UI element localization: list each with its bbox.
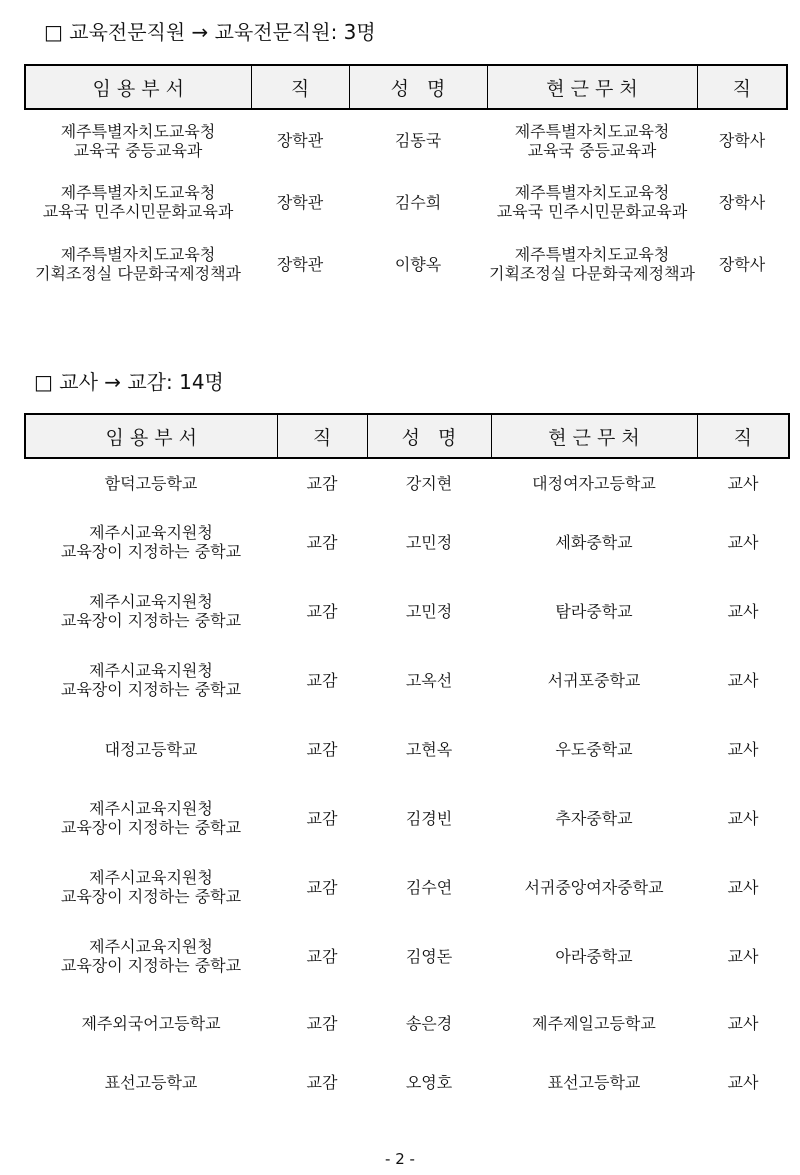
cell-dept: 제주외국어고등학교 <box>81 1013 221 1033</box>
cell-dept: 함덕고등학교 <box>104 474 198 493</box>
header-position: 직 <box>277 414 367 458</box>
cell-current-workplace: 탐라중학교 <box>555 601 633 621</box>
table-row <box>25 990 789 1056</box>
cell-dept: 제주시교육지원청 교육장이 지정하는 중학교 <box>60 661 242 699</box>
cell-current-workplace: 서귀포중학교 <box>547 670 641 690</box>
cell-position: 장학관 <box>276 254 324 274</box>
cell-current-position: 교사 <box>727 877 759 897</box>
header-position: 직 <box>251 65 349 109</box>
cell-current-workplace: 아라중학교 <box>555 946 633 966</box>
cell-position: 교감 <box>306 601 338 621</box>
cell-current-workplace: 제주특별자치도교육청 교육국 중등교육과 <box>514 121 670 160</box>
table-row <box>25 171 787 233</box>
cell-current-workplace: 제주제일고등학교 <box>532 1013 656 1033</box>
table-header-row <box>25 414 789 458</box>
cell-name: 고옥선 <box>405 670 453 690</box>
cell-dept: 제주특별자치도교육청 교육국 민주시민문화교육과 <box>42 183 234 221</box>
table-row <box>25 576 789 646</box>
specialist-table <box>24 64 788 295</box>
cell-name: 김수연 <box>405 877 453 897</box>
cell-position: 교감 <box>306 474 338 493</box>
cell-current-position: 교사 <box>727 670 759 690</box>
table-row <box>25 458 789 508</box>
cell-current-position: 장학사 <box>718 192 766 212</box>
cell-name: 강지현 <box>405 474 453 493</box>
cell-dept: 제주특별자치도교육청 교육국 중등교육과 <box>60 121 216 160</box>
cell-name: 김영돈 <box>405 946 453 966</box>
table-row <box>25 508 789 576</box>
cell-name: 고현옥 <box>405 739 453 759</box>
header-name: 성 명 <box>367 414 491 458</box>
header-current-position: 직 <box>697 65 787 109</box>
cell-current-position: 교사 <box>727 739 759 759</box>
table-row <box>25 922 789 990</box>
section-title-specialist: □ 교육전문직원 → 교육전문직원: 3명 <box>44 20 376 44</box>
section-title-teacher: □ 교사 → 교감: 14명 <box>34 370 224 394</box>
cell-current-workplace: 대정여자고등학교 <box>532 474 656 493</box>
cell-position: 교감 <box>306 1072 338 1092</box>
cell-name: 김동국 <box>394 131 442 150</box>
cell-current-workplace: 서귀중앙여자중학교 <box>524 877 664 897</box>
cell-dept: 제주시교육지원청 교육장이 지정하는 중학교 <box>60 937 242 975</box>
cell-dept: 제주시교육지원청 교육장이 지정하는 중학교 <box>60 868 242 906</box>
header-dept: 임 용 부 서 <box>25 65 251 109</box>
cell-name: 고민정 <box>405 532 453 552</box>
cell-current-position: 교사 <box>727 1013 759 1033</box>
cell-name: 김수희 <box>394 192 442 212</box>
cell-position: 교감 <box>306 877 338 897</box>
cell-position: 교감 <box>306 739 338 759</box>
cell-current-workplace: 표선고등학교 <box>547 1072 641 1092</box>
cell-current-position: 교사 <box>727 808 759 828</box>
header-name: 성 명 <box>349 65 487 109</box>
table-row <box>25 233 787 295</box>
cell-dept: 제주시교육지원청 교육장이 지정하는 중학교 <box>60 523 242 561</box>
cell-position: 교감 <box>306 532 338 552</box>
header-current-workplace: 현 근 무 처 <box>487 65 697 109</box>
cell-position: 교감 <box>306 670 338 690</box>
table-row <box>25 109 787 171</box>
cell-dept: 제주시교육지원청 교육장이 지정하는 중학교 <box>60 592 242 630</box>
teacher-table <box>24 413 790 1108</box>
cell-dept: 대정고등학교 <box>104 739 198 759</box>
cell-current-position: 교사 <box>727 601 759 621</box>
header-dept: 임 용 부 서 <box>25 414 277 458</box>
cell-dept: 제주특별자치도교육청 기획조정실 다문화국제정책과 <box>34 245 241 283</box>
cell-name: 이향옥 <box>394 254 442 274</box>
page-number: - 2 - <box>385 1150 415 1168</box>
cell-position: 교감 <box>306 946 338 966</box>
cell-current-position: 교사 <box>727 532 759 552</box>
cell-current-position: 교사 <box>727 946 759 966</box>
cell-name: 송은경 <box>405 1013 453 1033</box>
cell-current-position: 장학사 <box>718 131 766 150</box>
table-row <box>25 852 789 922</box>
cell-current-workplace: 추자중학교 <box>555 808 633 828</box>
cell-current-position: 교사 <box>727 474 759 493</box>
cell-position: 교감 <box>306 1013 338 1033</box>
cell-current-position: 장학사 <box>718 254 766 274</box>
cell-current-workplace: 제주특별자치도교육청 교육국 민주시민문화교육과 <box>496 183 688 221</box>
cell-name: 김경빈 <box>405 808 453 828</box>
cell-dept: 제주시교육지원청 교육장이 지정하는 중학교 <box>60 799 242 837</box>
header-current-position: 직 <box>697 414 789 458</box>
cell-position: 장학관 <box>276 131 324 150</box>
table-header-row <box>25 65 787 109</box>
header-current-workplace: 현 근 무 처 <box>491 414 697 458</box>
cell-position: 장학관 <box>276 192 324 212</box>
cell-current-workplace: 우도중학교 <box>555 739 633 759</box>
table-row <box>25 1056 789 1108</box>
cell-name: 오영호 <box>405 1072 453 1092</box>
cell-current-workplace: 세화중학교 <box>555 532 633 552</box>
table-row <box>25 714 789 784</box>
cell-dept: 표선고등학교 <box>104 1072 198 1092</box>
cell-position: 교감 <box>306 808 338 828</box>
cell-current-workplace: 제주특별자치도교육청 기획조정실 다문화국제정책과 <box>488 245 695 283</box>
table-row <box>25 646 789 714</box>
cell-current-position: 교사 <box>727 1072 759 1092</box>
cell-name: 고민정 <box>405 601 453 621</box>
table-row <box>25 784 789 852</box>
